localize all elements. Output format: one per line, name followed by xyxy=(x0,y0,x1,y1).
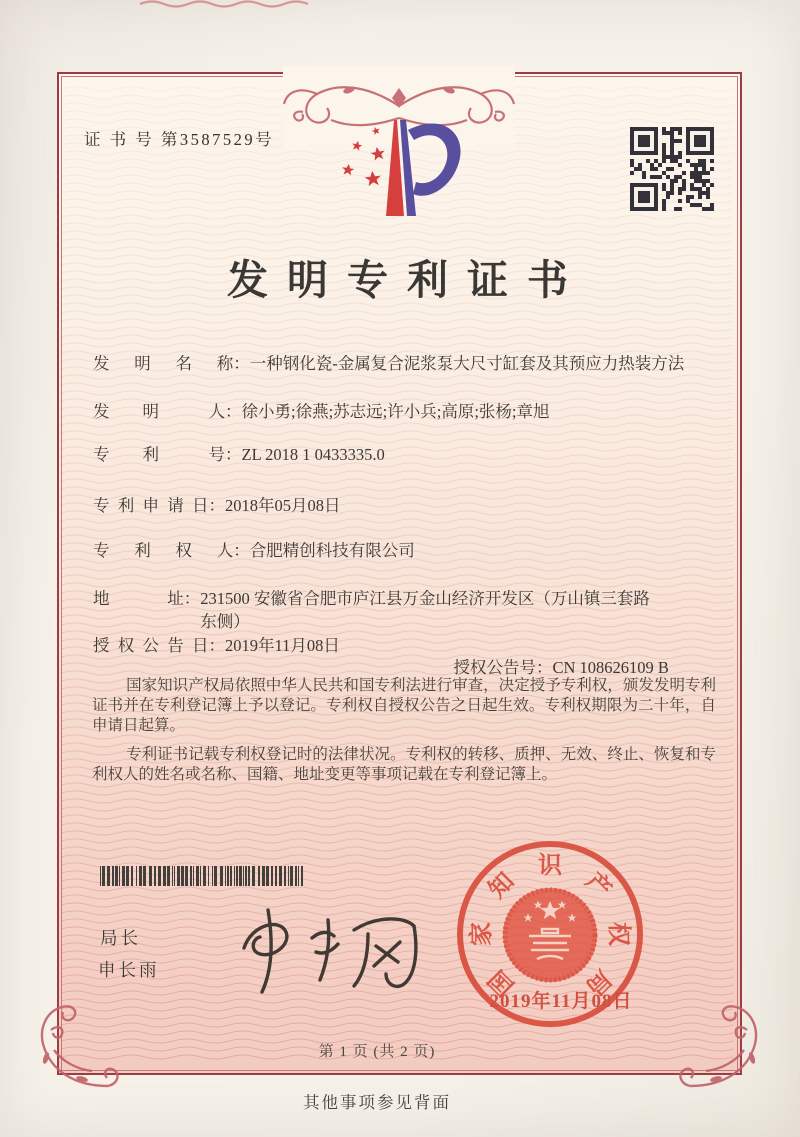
field-address xyxy=(93,587,715,633)
national-emblem-icon xyxy=(503,888,597,982)
seal-char: 知 xyxy=(484,868,520,904)
legal-text xyxy=(92,676,716,794)
field-value: 231500 安徽省合肥市庐江县万金山经济开发区（万山镇三套路东侧） xyxy=(200,589,650,631)
legal-paragraph-1: 国家知识产权局依照中华人民共和国专利法进行审查，决定授予专利权，颁发发明专利证书并在专利登记簿上予以登记。专利权自授权公告之日起生效。专利权期限为二十年，自申请日起算。 xyxy=(92,677,716,734)
seal-char: 权 xyxy=(605,922,631,946)
field-value: 合肥精创科技有限公司 xyxy=(249,541,415,560)
field-value: CN 108626109 B xyxy=(552,658,669,677)
certificate-title: 发明专利证书 xyxy=(227,257,587,303)
official-seal-stamp xyxy=(451,835,649,1033)
field-application-date xyxy=(93,494,715,517)
barcode xyxy=(100,866,304,886)
field-value: 2019年11月08日 xyxy=(225,636,340,655)
field-inventors xyxy=(93,400,715,423)
field-label: 发 明 人： xyxy=(93,402,242,421)
field-patent-number xyxy=(93,443,715,466)
director-title: 局长 xyxy=(100,928,141,948)
page-number: 第 1 页 (共 2 页) xyxy=(318,1044,436,1060)
field-label: 专 利 权 人： xyxy=(93,541,250,560)
field-label: 专 利 申 请 日： xyxy=(93,496,225,515)
seal-char: 产 xyxy=(580,868,616,904)
seal-char: 家 xyxy=(469,922,495,946)
photo-edge-artifact xyxy=(140,0,310,8)
certificate-number: 证 书 号 第3587529号 xyxy=(84,130,275,149)
director-signature xyxy=(216,894,424,1000)
director-name: 申长雨 xyxy=(98,960,160,980)
qr-code xyxy=(630,127,714,211)
cnipa-logo-icon xyxy=(331,114,465,228)
field-label: 授权公告号： xyxy=(453,658,553,677)
legal-paragraph-2: 专利证书记载专利权登记时的法律状况。专利权的转移、质押、无效、终止、恢复和专利权人的姓名或名称、国籍、地址变更等事项记载在专利登记簿上。 xyxy=(92,746,716,783)
field-label: 地 址： xyxy=(93,589,201,608)
seal-char: 识 xyxy=(538,853,562,879)
field-value: 2018年05月08日 xyxy=(225,496,341,515)
field-value: ZL 2018 1 0433335.0 xyxy=(241,445,385,464)
field-label: 发 明 名 称： xyxy=(93,354,250,373)
seal-date: 2019年11月08日 xyxy=(489,991,633,1012)
field-label: 授 权 公 告 日： xyxy=(93,636,225,655)
seal-char: 局 xyxy=(580,964,616,1000)
field-invention-name xyxy=(93,352,715,375)
field-label: 专 利 号： xyxy=(93,445,242,464)
field-patentee xyxy=(93,539,715,562)
back-side-note: 其他事项参见背面 xyxy=(303,1093,451,1112)
seal-char: 国 xyxy=(484,964,520,1000)
field-value: 徐小勇;徐燕;苏志远;许小兵;高原;张杨;章旭 xyxy=(241,402,550,421)
field-value: 一种钢化瓷-金属复合泥浆泵大尺寸缸套及其预应力热装方法 xyxy=(249,354,685,373)
